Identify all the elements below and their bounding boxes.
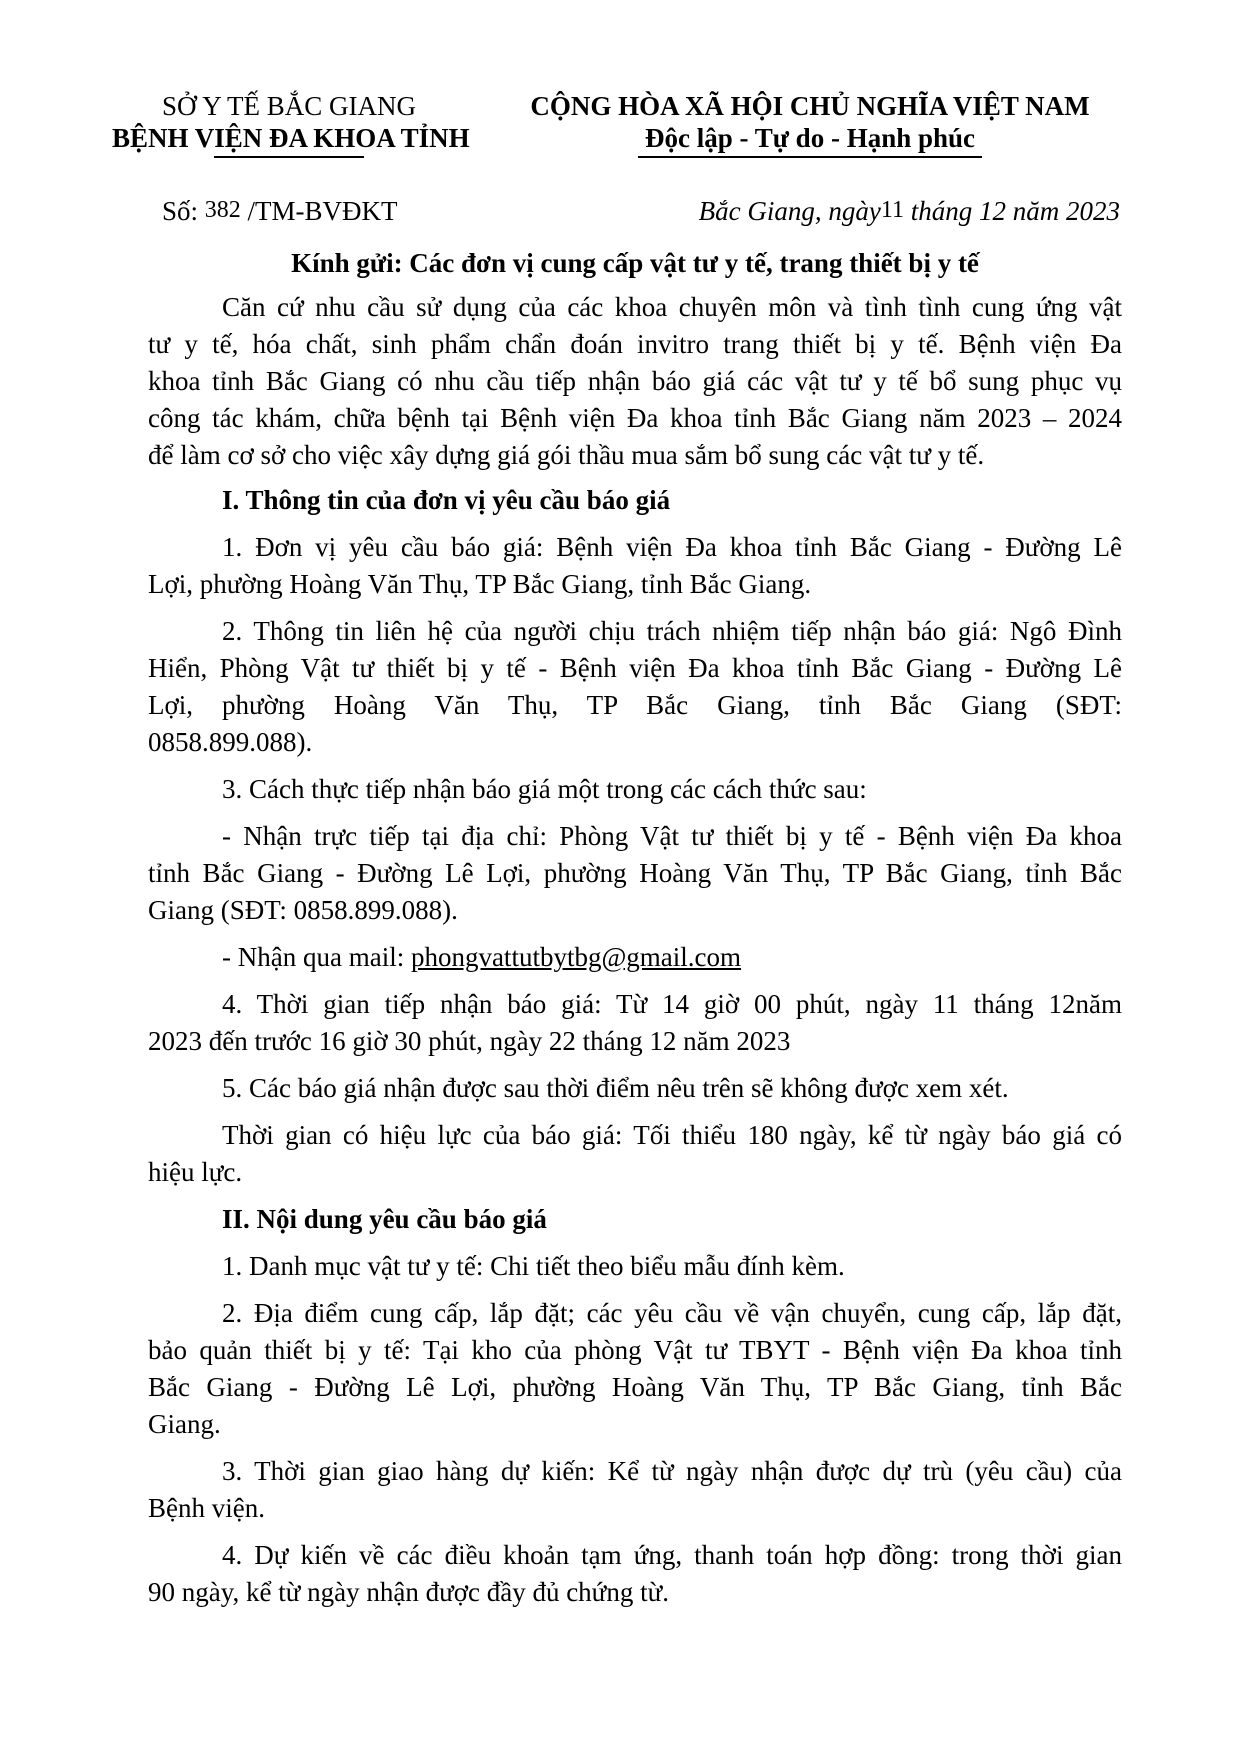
section1-item2-cont: Lợi, phường Hoàng Văn Thụ, TP Bắc Giang, tỉnh Bắc Giang (SĐT: [148,690,1122,720]
intro-line: để làm cơ sở cho việc xây dựng giá gói thầu mua sắm bổ sung các vật tư y tế. [148,440,985,470]
issuer-department: SỞ Y TẾ BẮC GIANG [161,91,416,121]
section1-item3a: - Nhận trực tiếp tại địa chỉ: Phòng Vật tư thiết bị y tế - Bệnh viện Đa khoa [222,821,1122,851]
section1-title: I. Thông tin của đơn vị yêu cầu báo giá [222,485,671,515]
number-label: Số: [162,196,199,226]
section1-item3a-cont: tỉnh Bắc Giang - Đường Lê Lợi, phường Hoàng Văn Thụ, TP Bắc Giang, tỉnh Bắc [148,858,1122,888]
motto-underline [638,156,982,158]
section2-item3: 3. Thời gian giao hàng dự kiến: Kể từ ngày nhận được dự trù (yêu cầu) của [222,1456,1122,1486]
document-date [699,194,1120,230]
section2-item4: 4. Dự kiến về các điều khoản tạm ứng, thanh toán hợp đồng: trong thời gian [222,1540,1122,1570]
national-title: CỘNG HÒA XÃ HỘI CHỦ NGHĨA VIỆT NAM [530,91,1090,121]
number-suffix: /TM-BVĐKT [247,196,398,226]
section1-item2-cont: 0858.899.088). [148,727,313,757]
section1-item1: 1. Đơn vị yêu cầu báo giá: Bệnh viện Đa khoa tỉnh Bắc Giang - Đường Lê [222,532,1122,562]
intro-line: Căn cứ nhu cầu sử dụng của các khoa chuyên môn và tình tình cung ứng vật [222,292,1122,322]
issuer-hospital: BỆNH VIỆN ĐA KHOA TỈNH [112,123,470,153]
mail-label: - Nhận qua mail: [222,942,411,972]
issuer-underline [214,156,364,158]
section2-item1: 1. Danh mục vật tư y tế: Chi tiết theo biểu mẫu đính kèm. [222,1251,845,1281]
email-link[interactable]: phongvattutbytbg@gmail.com [410,942,742,972]
section1-item3: 3. Cách thực tiếp nhận báo giá một trong các cách thức sau: [222,774,867,804]
section2-item2-cont: Giang. [148,1409,221,1439]
intro-line: công tác khám, chữa bệnh tại Bệnh viện Đa khoa tỉnh Bắc Giang năm 2023 – 2024 [148,403,1122,433]
section2-title: II. Nội dung yêu cầu báo giá [222,1204,547,1234]
recipient: Kính gửi: Các đơn vị cung cấp vật tư y tế, trang thiết bị y tế [291,248,979,278]
section1-item3b [222,940,741,974]
section2-item2-cont: Bắc Giang - Đường Lê Lợi, phường Hoàng Văn Thụ, TP Bắc Giang, tỉnh Bắc [148,1372,1122,1402]
section2-item4-cont: 90 ngày, kể từ ngày nhận được đầy đủ chứng từ. [148,1577,669,1607]
section1-item2: 2. Thông tin liên hệ của người chịu trách nhiệm tiếp nhận báo giá: Ngô Đình [222,616,1122,646]
section1-item3a-cont: Giang (SĐT: 0858.899.088). [148,895,458,925]
section1-item2-cont: Hiển, Phòng Vật tư thiết bị y tế - Bệnh viện Đa khoa tỉnh Bắc Giang - Đường Lê [148,653,1122,683]
intro-line: khoa tỉnh Bắc Giang có nhu cầu tiếp nhận báo giá các vật tư y tế bổ sung phục vụ [148,366,1122,396]
section1-item1-cont: Lợi, phường Hoàng Văn Thụ, TP Bắc Giang, tỉnh Bắc Giang. [148,569,812,599]
section1-validity-cont: hiệu lực. [148,1157,243,1187]
date-prefix: Bắc Giang, ngày [698,196,881,226]
section1-item5: 5. Các báo giá nhận được sau thời điểm nêu trên sẽ không được xem xét. [222,1073,1009,1103]
section1-validity: Thời gian có hiệu lực của báo giá: Tối thiểu 180 ngày, kể từ ngày báo giá có [222,1120,1122,1150]
section2-item2-cont: bảo quản thiết bị y tế: Tại kho của phòng Vật tư TBYT - Bệnh viện Đa khoa tỉnh [148,1335,1122,1365]
section2-item3-cont: Bệnh viện. [148,1493,265,1523]
section1-item4-cont: 2023 đến trước 16 giờ 30 phút, ngày 22 tháng 12 năm 2023 [148,1026,791,1056]
section1-item4: 4. Thời gian tiếp nhận báo giá: Từ 14 giờ 00 phút, ngày 11 tháng 12năm [222,989,1122,1019]
date-suffix: tháng 12 năm 2023 [904,196,1120,226]
number-value: 382 [204,197,241,223]
document-number [162,194,398,230]
intro-line: tư y tế, hóa chất, sinh phẩm chẩn đoán invitro trang thiết bị y tế. Bệnh viện Đa [148,329,1122,359]
national-motto: Độc lập - Tự do - Hạnh phúc [644,123,976,153]
date-day: 11 [880,197,904,223]
section2-item2: 2. Địa điểm cung cấp, lắp đặt; các yêu cầu về vận chuyển, cung cấp, lắp đặt, [222,1298,1122,1328]
